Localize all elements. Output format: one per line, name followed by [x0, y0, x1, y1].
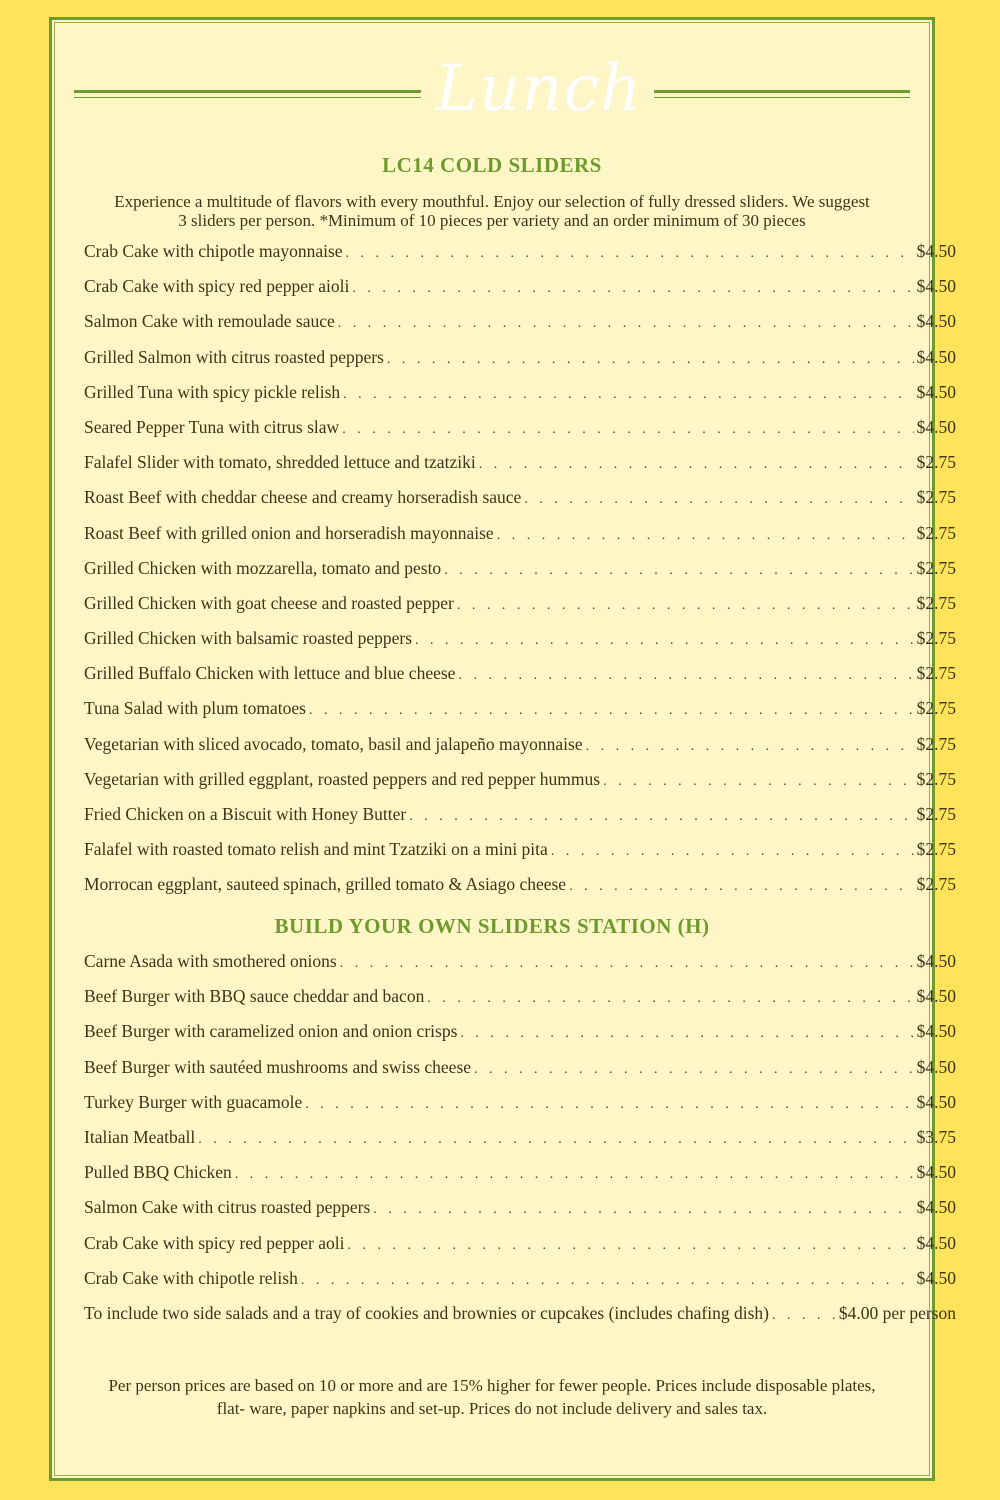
menu-item: [84, 241, 956, 276]
dot-leader: [373, 1202, 913, 1218]
dot-leader: [603, 774, 914, 790]
menu-item-name: Fried Chicken on a Biscuit with Honey Butter: [84, 804, 407, 824]
menu-item-price: $4.50: [916, 416, 956, 437]
menu-item-name: Crab Cake with chipotle mayonnaise: [84, 241, 343, 261]
menu-item: [84, 1197, 956, 1232]
menu-item-name: Roast Beef with cheddar cheese and creamy horseradish sauce: [84, 487, 522, 508]
menu-item-name: Carne Asada with smothered onions: [84, 951, 337, 971]
dot-leader: [305, 1097, 913, 1113]
dot-leader: [460, 1026, 913, 1042]
dot-leader: [352, 281, 913, 297]
menu-item: [84, 487, 956, 522]
menu-item-name: Seared Pepper Tuna with citrus slaw: [84, 416, 340, 437]
menu-item-price: $4.50: [916, 1021, 956, 1042]
menu-item: [84, 311, 956, 346]
menu-item-price: $4.50: [916, 381, 956, 402]
menu-item-price: $4.50: [916, 346, 956, 367]
section-heading-cold-sliders: LC14 COLD SLIDERS: [382, 153, 602, 177]
menu-item: [84, 1162, 956, 1197]
menu-item-price: $4.00 per person: [838, 1302, 956, 1323]
menu-item-price: $2.75: [916, 733, 956, 754]
menu-item-name: Roast Beef with grilled onion and horseradish mayonnaise: [84, 522, 494, 543]
menu-item-name: Crab Cake with spicy red pepper aioli: [84, 276, 350, 297]
menu-item-price: $4.50: [916, 951, 956, 971]
dot-leader: [772, 1308, 836, 1324]
menu-item: [84, 986, 956, 1021]
title-rule-left: [74, 90, 421, 98]
dot-leader: [340, 956, 914, 972]
menu-item: [84, 769, 956, 804]
footer-line-1: Per person prices are based on 10 or more and are 15% higher for fewer people. Prices include disposable plates,: [108, 1376, 876, 1395]
menu-item: [84, 1268, 956, 1303]
menu-item-price: $2.75: [916, 592, 956, 613]
dot-leader: [458, 668, 913, 684]
menu-item-price: $2.75: [916, 452, 956, 473]
menu-item-name: Grilled Salmon with citrus roasted peppers: [84, 346, 384, 367]
menu-item: [84, 276, 956, 311]
menu-item: [84, 1303, 956, 1338]
build-your-own-list: [84, 951, 956, 1338]
menu-item-name: Grilled Chicken with balsamic roasted peppers: [84, 628, 413, 649]
menu-item-name: Grilled Chicken with goat cheese and roasted pepper: [84, 592, 454, 613]
title-rule-right: [654, 90, 910, 98]
menu-item: [84, 1233, 956, 1268]
menu-item-name: Salmon Cake with citrus roasted peppers: [84, 1197, 371, 1218]
menu-item-price: $4.50: [916, 1232, 956, 1253]
menu-item-price: $3.75: [916, 1126, 956, 1147]
dot-leader: [569, 879, 914, 895]
menu-item-name: Crab Cake with chipotle relish: [84, 1267, 298, 1288]
dot-leader: [342, 422, 913, 438]
menu-item: [84, 628, 956, 663]
section-intro: [54, 192, 930, 230]
menu-title: Lunch: [435, 52, 643, 126]
menu-item: [84, 523, 956, 558]
dot-leader: [457, 598, 914, 614]
dot-leader: [346, 246, 914, 262]
menu-item-name: Vegetarian with grilled eggplant, roasted peppers and red pepper hummus: [84, 768, 601, 789]
menu-item-name: Beef Burger with caramelized onion and onion crisps: [84, 1021, 458, 1042]
dot-leader: [309, 703, 914, 719]
menu-item-price: $2.75: [916, 663, 956, 684]
intro-line-1: Experience a multitude of flavors with every mouthful. Enjoy our selection of fully dressed sliders. We suggest: [114, 192, 870, 211]
dot-leader: [474, 1062, 914, 1078]
menu-item-price: $4.50: [916, 1056, 956, 1077]
menu-item-price: $4.50: [916, 241, 956, 261]
menu-item-name: Crab Cake with spicy red pepper aoli: [84, 1232, 345, 1253]
menu-item: [84, 593, 956, 628]
menu-item-name: Turkey Burger with guacamole: [84, 1091, 303, 1112]
menu-item: [84, 1021, 956, 1056]
menu-item-price: $4.50: [916, 1162, 956, 1183]
menu-item-name: Grilled Tuna with spicy pickle relish: [84, 381, 341, 402]
footer-note: [54, 1374, 930, 1420]
menu-item-price: $2.75: [916, 804, 956, 824]
section-heading-build-your-own: BUILD YOUR OWN SLIDERS STATION (H): [274, 914, 710, 938]
dot-leader: [586, 739, 914, 755]
menu-item-name: Vegetarian with sliced avocado, tomato, basil and jalapeño mayonnaise: [84, 733, 583, 754]
menu-item: [84, 558, 956, 593]
menu-item-price: $2.75: [916, 487, 956, 508]
menu-item: [84, 804, 956, 839]
menu-item-name: To include two side salads and a tray of cookies and brownies or cupcakes (includes chafing dish): [84, 1302, 769, 1323]
footer-line-2: flat- ware, paper napkins and set-up. Prices do not include delivery and sales tax.: [216, 1399, 768, 1418]
dot-leader: [198, 1132, 913, 1148]
menu-item: [84, 874, 956, 909]
menu-item: [84, 951, 956, 986]
dot-leader: [409, 809, 913, 825]
menu-item-price: $4.50: [916, 986, 956, 1007]
menu-item-name: Beef Burger with BBQ sauce cheddar and bacon: [84, 986, 425, 1007]
menu-item-name: Italian Meatball: [84, 1126, 196, 1147]
dot-leader: [479, 457, 914, 473]
menu-item-name: Grilled Chicken with mozzarella, tomato and pesto: [84, 557, 442, 578]
menu-item: [84, 1127, 956, 1162]
menu-item: [84, 452, 956, 487]
dot-leader: [347, 1238, 913, 1254]
dot-leader: [415, 633, 914, 649]
menu-item-price: $4.50: [916, 1197, 956, 1218]
menu-item-price: $4.50: [916, 1091, 956, 1112]
menu-item-name: Pulled BBQ Chicken: [84, 1162, 232, 1183]
menu-item-price: $2.75: [916, 698, 956, 719]
dot-leader: [497, 528, 914, 544]
menu-item-price: $2.75: [916, 628, 956, 649]
menu-item: [84, 734, 956, 769]
menu-item-name: Falafel with roasted tomato relish and mint Tzatziki on a mini pita: [84, 839, 548, 860]
menu-item-name: Salmon Cake with remoulade sauce: [84, 311, 335, 332]
menu-item: [84, 1092, 956, 1127]
dot-leader: [524, 492, 913, 508]
dot-leader: [301, 1273, 914, 1289]
dot-leader: [387, 352, 914, 368]
menu-item-price: $2.75: [916, 768, 956, 789]
menu-item-name: Grilled Buffalo Chicken with lettuce and blue cheese: [84, 663, 456, 684]
dot-leader: [551, 844, 914, 860]
menu-item-price: $4.50: [916, 311, 956, 332]
dot-leader: [343, 387, 913, 403]
menu-item-name: Morrocan eggplant, sauteed spinach, grilled tomato & Asiago cheese: [84, 874, 567, 895]
title-row: [54, 52, 930, 140]
dot-leader: [427, 991, 913, 1007]
menu-item: [84, 698, 956, 733]
menu-item-name: Beef Burger with sautéed mushrooms and swiss cheese: [84, 1056, 472, 1077]
dot-leader: [235, 1167, 914, 1183]
dot-leader: [444, 563, 913, 579]
menu-item-name: Tuna Salad with plum tomatoes: [84, 698, 306, 719]
menu-item-price: $2.75: [916, 557, 956, 578]
menu-item-price: $2.75: [916, 522, 956, 543]
menu-item-price: $4.50: [916, 1267, 956, 1288]
menu-item-name: Falafel Slider with tomato, shredded lettuce and tzatziki: [84, 452, 476, 473]
menu-item: [84, 839, 956, 874]
intro-line-2: 3 sliders per person. *Minimum of 10 pieces per variety and an order minimum of 30 pieces: [178, 211, 806, 230]
menu-item-price: $4.50: [916, 276, 956, 297]
menu-item-price: $2.75: [916, 874, 956, 895]
menu-item: [84, 663, 956, 698]
menu-item: [84, 347, 956, 382]
menu-item: [84, 1057, 956, 1092]
cold-sliders-list: [84, 241, 956, 910]
menu-item: [84, 417, 956, 452]
dot-leader: [338, 316, 914, 332]
menu-item: [84, 382, 956, 417]
menu-item-price: $2.75: [916, 839, 956, 860]
